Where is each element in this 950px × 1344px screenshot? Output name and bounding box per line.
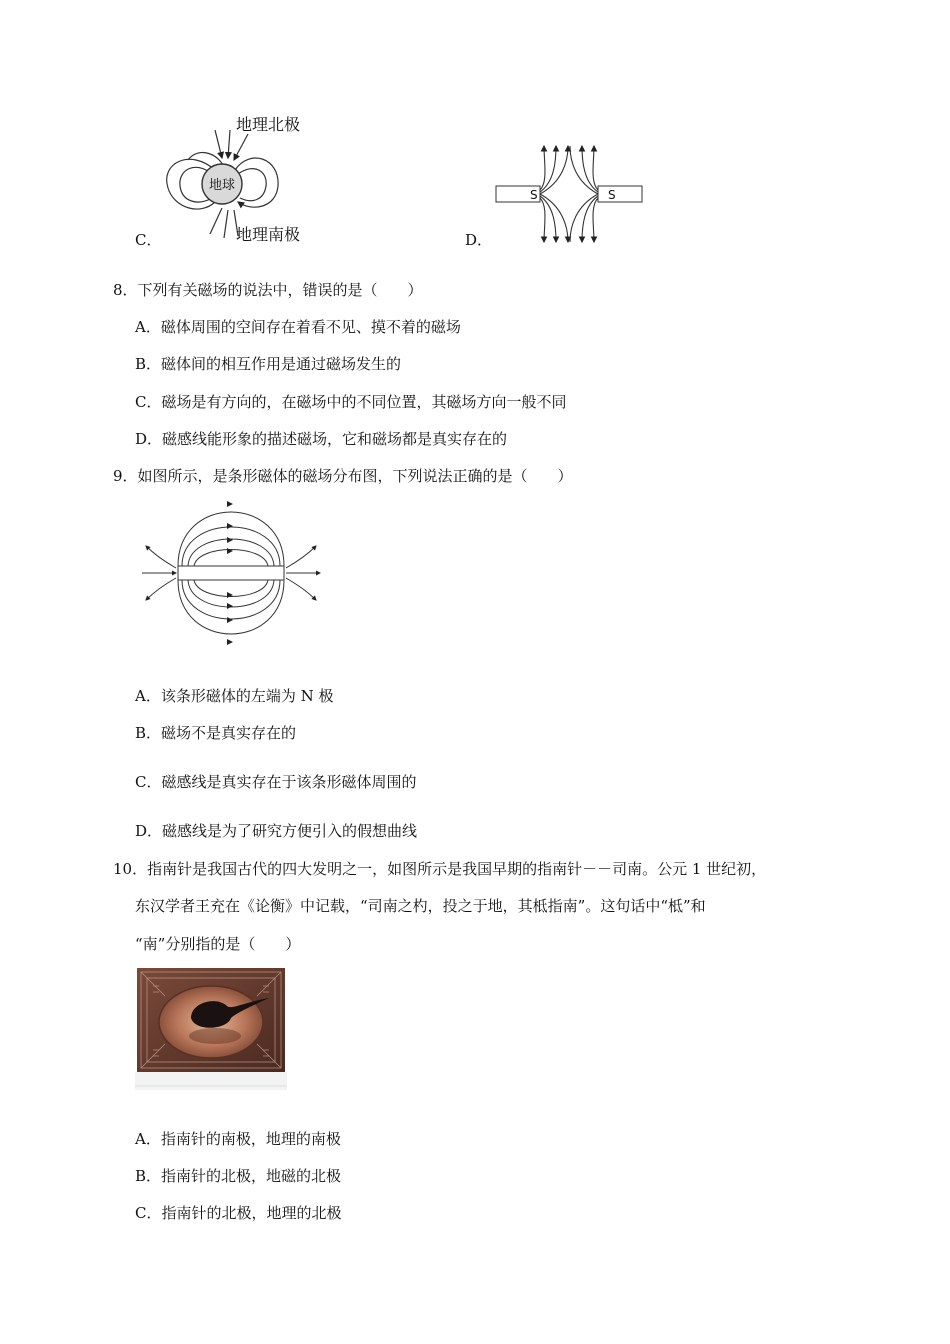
q10-option-c: C．指南针的北极，地理的北极 (135, 1204, 342, 1222)
magnet-right-pole: S (608, 188, 616, 202)
q8-option-c: C．磁场是有方向的，在磁场中的不同位置，其磁场方向一般不同 (135, 393, 567, 411)
q8-option-d: D．磁感线能形象的描述磁场，它和磁场都是真实存在的 (135, 430, 508, 448)
q9-option-c: C．磁感线是真实存在于该条形磁体周围的 (135, 773, 417, 791)
two-s-poles-figure (494, 142, 644, 246)
question-9-stem: 9．如图所示，是条形磁体的磁场分布图，下列说法正确的是（ ） (113, 467, 573, 485)
q9-option-a: A．该条形磁体的左端为 N 极 (135, 687, 334, 705)
geo-north-label: 地理北极 (236, 115, 301, 134)
option-d-label: D． (465, 231, 493, 249)
earth-field-figure (160, 108, 330, 248)
question-8-stem: 8．下列有关磁场的说法中，错误的是（ ） (113, 281, 423, 299)
question-10-line-1: 10．指南针是我国古代的四大发明之一，如图所示是我国早期的指南针－－司南。公元 1 世纪初， (113, 860, 767, 878)
q9-option-b: B．磁场不是真实存在的 (135, 724, 297, 742)
question-10-line-2: 东汉学者王充在《论衡》中记载，“司南之杓，投之于地，其柢指南”。这句话中“柢”和 (135, 897, 706, 915)
q9-option-d: D．磁感线是为了研究方便引入的假想曲线 (135, 822, 418, 840)
bar-magnet-field-figure (138, 500, 324, 646)
earth-label: 地球 (208, 178, 236, 193)
option-c-label: C． (135, 231, 162, 249)
magnet-left-pole: S (530, 188, 538, 202)
q10-option-a: A．指南针的南极，地理的南极 (135, 1130, 341, 1148)
question-10-line-3: “南”分别指的是（ ） (135, 935, 301, 953)
q10-option-b: B．指南针的北极，地磁的北极 (135, 1167, 342, 1185)
sinan-compass-image (135, 966, 287, 1090)
q8-option-a: A．磁体周围的空间存在着看不见、摸不着的磁场 (135, 318, 461, 336)
q8-option-b: B．磁体间的相互作用是通过磁场发生的 (135, 355, 402, 373)
geo-south-label: 地理南极 (236, 225, 301, 244)
